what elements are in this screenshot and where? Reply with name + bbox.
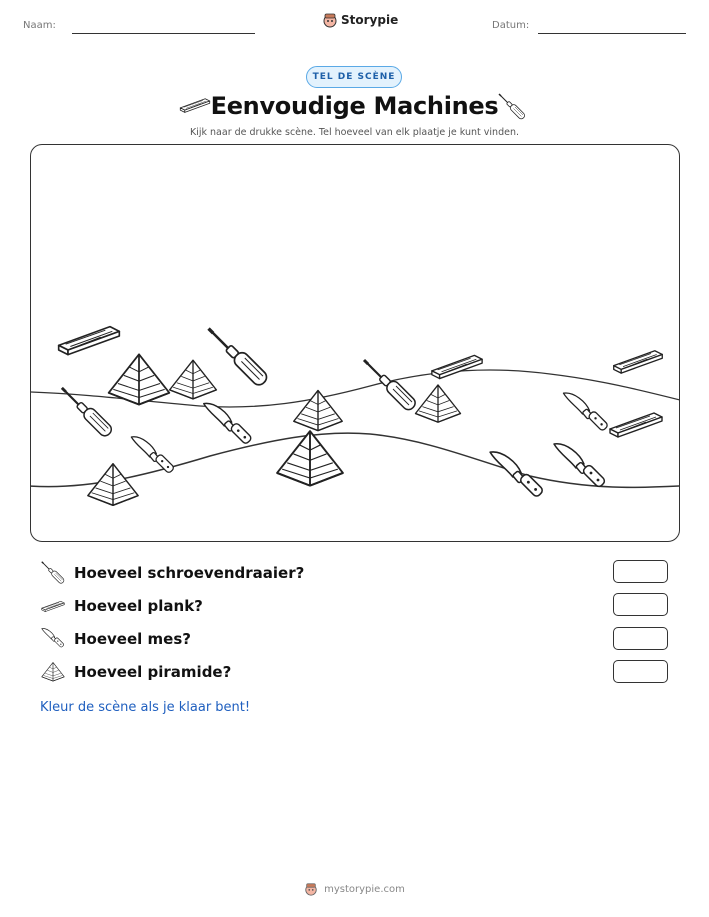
date-line[interactable] (538, 33, 686, 34)
footer (0, 882, 709, 896)
pyramid-icon[interactable] (108, 354, 169, 404)
date-label: Datum: (492, 20, 530, 31)
answer-box-screwdriver[interactable] (613, 560, 668, 583)
screwdriver-icon (40, 560, 66, 586)
screwdriver-icon (497, 92, 527, 122)
pyramid-icon[interactable] (293, 390, 342, 430)
coloring-note: Kleur de scène als je klaar bent! (40, 700, 251, 715)
question-label: Hoeveel plank? (74, 597, 203, 615)
question-plank (40, 594, 203, 618)
storypie-mascot-icon (322, 12, 338, 28)
footer-url[interactable]: mystorypie.com (324, 883, 405, 895)
pyramid-icon[interactable] (169, 360, 216, 399)
page-title: Eenvoudige Machines (210, 92, 499, 120)
brand-logo (322, 12, 398, 28)
storypie-mascot-icon (304, 882, 318, 896)
answer-box-plank[interactable] (613, 593, 668, 616)
screwdriver-icon[interactable] (208, 328, 269, 387)
knife-icon[interactable] (490, 451, 544, 497)
busy-scene[interactable] (30, 144, 680, 542)
question-label: Hoeveel mes? (74, 630, 191, 648)
question-knife (40, 627, 191, 651)
plank-icon[interactable] (613, 350, 662, 372)
knife-icon (40, 626, 66, 652)
pyramid-icon[interactable] (415, 384, 460, 421)
plank-icon[interactable] (610, 413, 662, 437)
pyramid-icon (40, 659, 66, 685)
answer-box-pyramid[interactable] (613, 660, 668, 683)
question-screwdriver (40, 561, 304, 585)
question-label: Hoeveel schroevendraaier? (74, 564, 305, 582)
scene-badge: TEL DE SCÈNE (306, 66, 402, 88)
brand-name: Storypie (341, 13, 399, 27)
plank-icon[interactable] (58, 326, 119, 354)
plank-icon[interactable] (431, 355, 481, 378)
knife-icon[interactable] (563, 393, 608, 431)
pyramid-icon[interactable] (87, 463, 137, 505)
question-pyramid (40, 660, 231, 684)
name-label: Naam: (23, 20, 56, 31)
knife-icon[interactable] (203, 403, 252, 444)
answer-box-knife[interactable] (613, 627, 668, 650)
name-line[interactable] (72, 33, 255, 34)
page-subtitle: Kijk naar de drukke scène. Tel hoeveel van elk plaatje je kunt vinden. (190, 127, 519, 138)
plank-icon (40, 593, 66, 619)
knife-icon[interactable] (131, 436, 174, 473)
question-label: Hoeveel piramide? (74, 663, 232, 681)
